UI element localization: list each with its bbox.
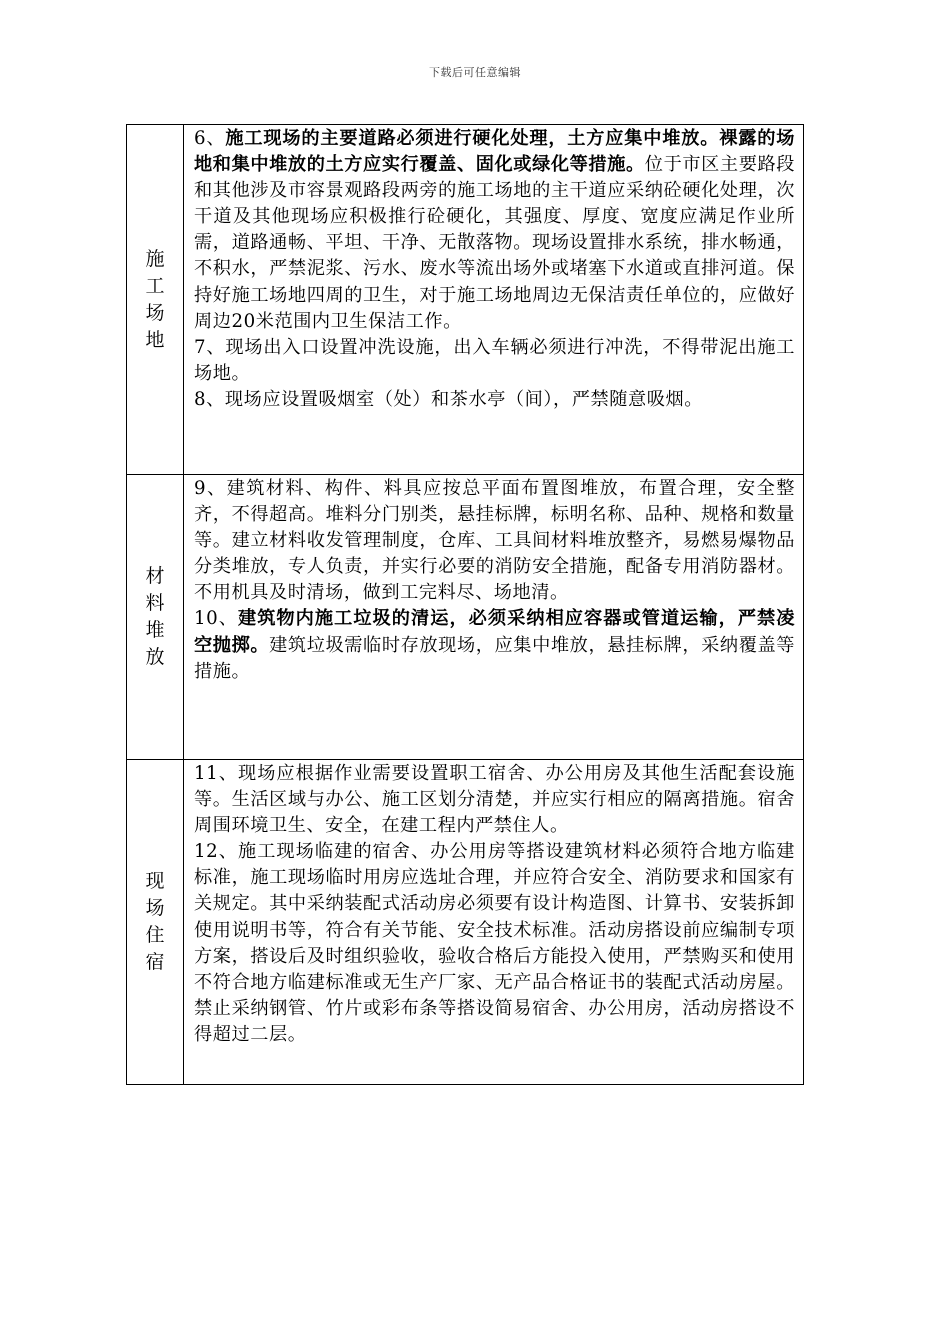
- clause-10: [194, 606, 795, 684]
- clause-text: 建筑材料、构件、料具应按总平面布置图堆放，布置合理，安全整齐，不得超高。堆料分门别类，悬挂标牌，标明名称、品种、规格和数量等。建立材料收发管理制度，仓库、工具间材料堆放整齐，易燃易爆物品分类堆放，专人负责，并实行必要的消防安全措施，配备专用消防器材。不用机具及时清场，做到工完料尽、场地清。: [194, 478, 796, 604]
- clause-text: 现场应根据作业需要设置职工宿舍、办公用房及其他生活配套设施等。生活区域与办公、施工区划分清楚，并应实行相应的隔离措施。宿舍周围环境卫生、安全，在建工程内严禁住人。: [194, 763, 796, 837]
- table-row-dorm: [127, 760, 804, 1085]
- clause-bold-text: 建筑物内施工垃圾的清运，必须采纳相应容器或管道运输，严禁凌空抛掷。: [194, 608, 796, 656]
- clause-text: 建筑垃圾需临时存放现场，应集中堆放，悬挂标牌，采纳覆盖等措施。: [194, 634, 796, 682]
- clause-number: 7、: [194, 336, 226, 358]
- row-content-cell: [184, 125, 804, 475]
- clause-11: [194, 761, 795, 839]
- row-content-cell: [184, 475, 804, 760]
- clause-text: 现场出入口设置冲洗设施，出入车辆必须进行冲洗，不得带泥出施工场地。: [194, 336, 796, 384]
- row-label-dorm: 现场住宿: [145, 870, 165, 973]
- clause-number: 11、: [194, 763, 238, 784]
- clause-8: [194, 387, 795, 413]
- clause-number: 10、: [194, 608, 238, 630]
- table-row-material: [127, 475, 804, 760]
- clause-bold-text: 施工现场的主要道路必须进行硬化处理，土方应集中堆放。裸露的场地和集中堆放的土方应实行覆盖、固化或绿化等措施。: [194, 128, 796, 176]
- clause-6: [194, 126, 795, 335]
- row-label-site: 施工场地: [145, 247, 165, 351]
- clause-number: 6、: [194, 128, 226, 149]
- clause-text: 位于市区主要路段和其他涉及市容景观路段两旁的施工场地的主干道应采纳砼硬化处理，次干道及其他现场应积极推行砼硬化，其强度、厚度、宽度应满足作业所需，道路通畅、平坦、干净、无散落物。现场设置排水系统，排水畅通，不积水，严禁泥浆、污水、废水等流出场外或堵塞下水道或直排河道。保持好施工场地四周的卫生，对于施工场地周边无保洁责任单位的，应做好周边20米范围内卫生保洁工作。: [194, 154, 795, 332]
- row-label-material: 材料堆放: [145, 565, 165, 668]
- table-row-site: [127, 125, 804, 475]
- clause-7: [194, 335, 795, 387]
- clause-number: 8、: [194, 388, 225, 410]
- clause-text: 施工现场临建的宿舍、办公用房等搭设建筑材料必须符合地方临建标准，施工现场临时用房应选址合理，并应符合安全、消防要求和国家有关规定。其中采纳装配式活动房必须要有设计构造图、计算书、安装拆卸使用说明书等，符合有关节能、安全技术标准。活动房搭设前应编制专项方案，搭设后及时组织验收，验收合格后方能投入使用，严禁购买和使用不符合地方临建标准或无生产厂家、无产品合格证书的装配式活动房屋。禁止采纳钢管、竹片或彩布条等搭设简易宿舍、办公用房，活动房搭设不得超过二层。: [194, 841, 796, 1045]
- clause-text: 现场应设置吸烟室（处）和茶水亭（间），严禁随意吸烟。: [224, 388, 703, 410]
- row-label-cell: [127, 760, 184, 1085]
- row-label-cell: [127, 125, 184, 475]
- clause-number: 12、: [194, 841, 238, 863]
- clause-12: [194, 839, 795, 1048]
- regulations-table: [126, 124, 804, 1085]
- clause-number: 9、: [194, 478, 227, 499]
- row-label-cell: [127, 475, 184, 760]
- clause-9: [194, 476, 795, 606]
- row-content-cell: [184, 760, 804, 1085]
- header-note: 下载后可任意编辑: [429, 66, 521, 79]
